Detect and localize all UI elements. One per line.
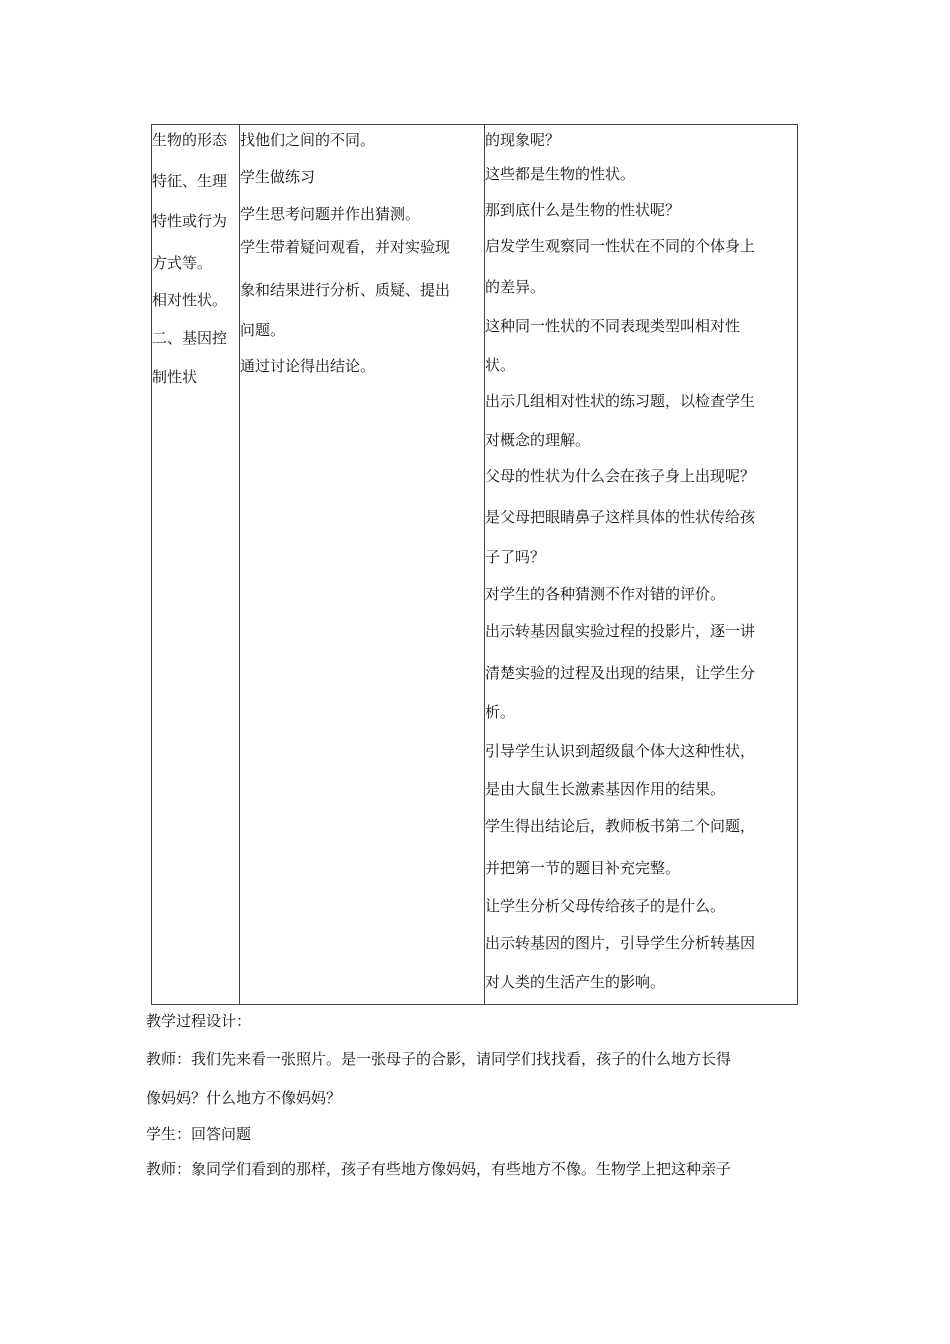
text-line: 学生带着疑问观看，并对实验现 [240,238,451,256]
text-line: 是父母把眼睛鼻子这样具体的性状传给孩 [485,508,756,526]
paragraph-line: 教师：我们先来看一张照片。是一张母子的合影，请同学们找找看，孩子的什么地方长得 [146,1050,732,1068]
text-line: 找他们之间的不同。 [240,131,376,149]
text-line: 特征、生理 [152,172,228,190]
text-line: 问题。 [240,321,286,339]
text-line: 学生思考问题并作出猜测。 [240,205,421,223]
text-line: 生物的形态 [152,131,228,149]
text-line: 出示转基因鼠实验过程的投影片，逐一讲 [485,622,756,640]
text-line: 方式等。 [152,254,213,272]
text-line: 通过讨论得出结论。 [240,357,376,375]
text-line: 清楚实验的过程及出现的结果，让学生分 [485,664,756,682]
paragraph-line: 像妈妈？什么地方不像妈妈？ [146,1089,342,1107]
text-line: 出示几组相对性状的练习题，以检查学生 [485,392,756,410]
text-line: 并把第一节的题目补充完整。 [485,859,681,877]
text-line: 二、基因控 [152,329,228,347]
text-line: 相对性状。 [152,291,228,309]
text-line: 状。 [485,356,516,374]
text-line: 的现象呢？ [485,131,561,149]
text-line: 析。 [485,703,516,721]
text-line: 启发学生观察同一性状在不同的个体身上 [485,237,756,255]
text-line: 象和结果进行分析、质疑、提出 [240,281,451,299]
text-line: 学生得出结论后，教师板书第二个问题， [485,817,756,835]
paragraph-line: 教师：象同学们看到的那样，孩子有些地方像妈妈，有些地方不像。生物学上把这种亲子 [146,1160,732,1178]
text-line: 对概念的理解。 [485,431,591,449]
text-line: 父母的性状为什么会在孩子身上出现呢？ [485,467,756,485]
text-line: 出示转基因的图片，引导学生分析转基因 [485,934,756,952]
text-line: 这些都是生物的性状。 [485,165,636,183]
text-line: 引导学生认识到超级鼠个体大这种性状， [485,742,756,760]
text-line: 学生做练习 [240,168,316,186]
text-line: 子了吗？ [485,548,546,566]
section-heading: 教学过程设计： [146,1012,252,1030]
text-line: 这种同一性状的不同表现类型叫相对性 [485,317,741,335]
text-line: 的差异。 [485,278,546,296]
text-line: 对学生的各种猜测不作对错的评价。 [485,585,726,603]
text-line: 对人类的生活产生的影响。 [485,973,666,991]
text-line: 制性状 [152,368,198,386]
text-line: 特性或行为 [152,212,228,230]
lesson-table [151,124,798,1005]
text-line: 那到底什么是生物的性状呢？ [485,201,681,219]
text-line: 是由大鼠生长激素基因作用的结果。 [485,780,726,798]
text-line: 让学生分析父母传给孩子的是什么。 [485,897,726,915]
paragraph-line: 学生：回答问题 [146,1125,252,1143]
